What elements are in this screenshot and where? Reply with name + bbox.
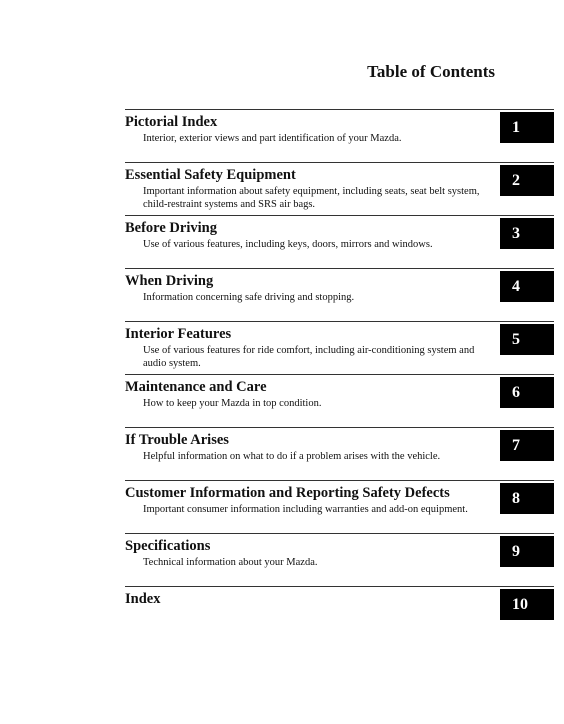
- section-number-tab[interactable]: 2: [500, 165, 554, 196]
- toc-section-pictorial-index[interactable]: [125, 109, 554, 162]
- table-of-contents: [125, 109, 554, 639]
- section-number-tab[interactable]: 4: [500, 271, 554, 302]
- section-title[interactable]: Pictorial Index: [125, 114, 218, 130]
- section-number-tab[interactable]: 1: [500, 112, 554, 143]
- section-title[interactable]: Customer Information and Reporting Safety Defects: [125, 485, 450, 501]
- section-description: Information concerning safe driving and stopping.: [143, 292, 355, 303]
- section-title[interactable]: Index: [125, 591, 161, 607]
- section-number-tab[interactable]: 3: [500, 218, 554, 249]
- section-description: Important information about safety equipment, including seats, seat belt system, child-restraint systems and SRS air bags.: [143, 186, 480, 210]
- toc-section-if-trouble-arises[interactable]: [125, 427, 554, 480]
- section-title[interactable]: Maintenance and Care: [125, 379, 267, 395]
- section-title[interactable]: Essential Safety Equipment: [125, 167, 296, 183]
- section-title[interactable]: Interior Features: [125, 326, 232, 342]
- section-number-tab[interactable]: 7: [500, 430, 554, 461]
- section-description: Helpful information on what to do if a problem arises with the vehicle.: [143, 451, 441, 462]
- section-description: Use of various features, including keys, doors, mirrors and windows.: [143, 239, 433, 250]
- section-number-tab[interactable]: 6: [500, 377, 554, 408]
- toc-section-when-driving[interactable]: [125, 268, 554, 321]
- toc-section-essential-safety-equipment[interactable]: [125, 162, 554, 215]
- toc-section-maintenance-and-care[interactable]: [125, 374, 554, 427]
- section-description: Interior, exterior views and part identification of your Mazda.: [143, 133, 402, 144]
- toc-section-before-driving[interactable]: [125, 215, 554, 268]
- section-title[interactable]: Specifications: [125, 538, 211, 554]
- section-description: How to keep your Mazda in top condition.: [143, 398, 322, 409]
- section-description: Use of various features for ride comfort, including air-conditioning system and audio system.: [143, 345, 475, 369]
- section-number-tab[interactable]: 9: [500, 536, 554, 567]
- toc-section-interior-features[interactable]: [125, 321, 554, 374]
- section-number-tab[interactable]: 5: [500, 324, 554, 355]
- page-title: Table of Contents: [367, 62, 495, 81]
- section-number-tab[interactable]: 10: [500, 589, 554, 620]
- section-description: Important consumer information including warranties and add-on equipment.: [143, 504, 468, 515]
- toc-section-index[interactable]: [125, 586, 554, 639]
- section-title[interactable]: When Driving: [125, 273, 214, 289]
- section-number-tab[interactable]: 8: [500, 483, 554, 514]
- section-title[interactable]: Before Driving: [125, 220, 217, 236]
- toc-section-customer-information[interactable]: [125, 480, 554, 533]
- section-description: Technical information about your Mazda.: [143, 557, 318, 568]
- section-title[interactable]: If Trouble Arises: [125, 432, 229, 448]
- toc-section-specifications[interactable]: [125, 533, 554, 586]
